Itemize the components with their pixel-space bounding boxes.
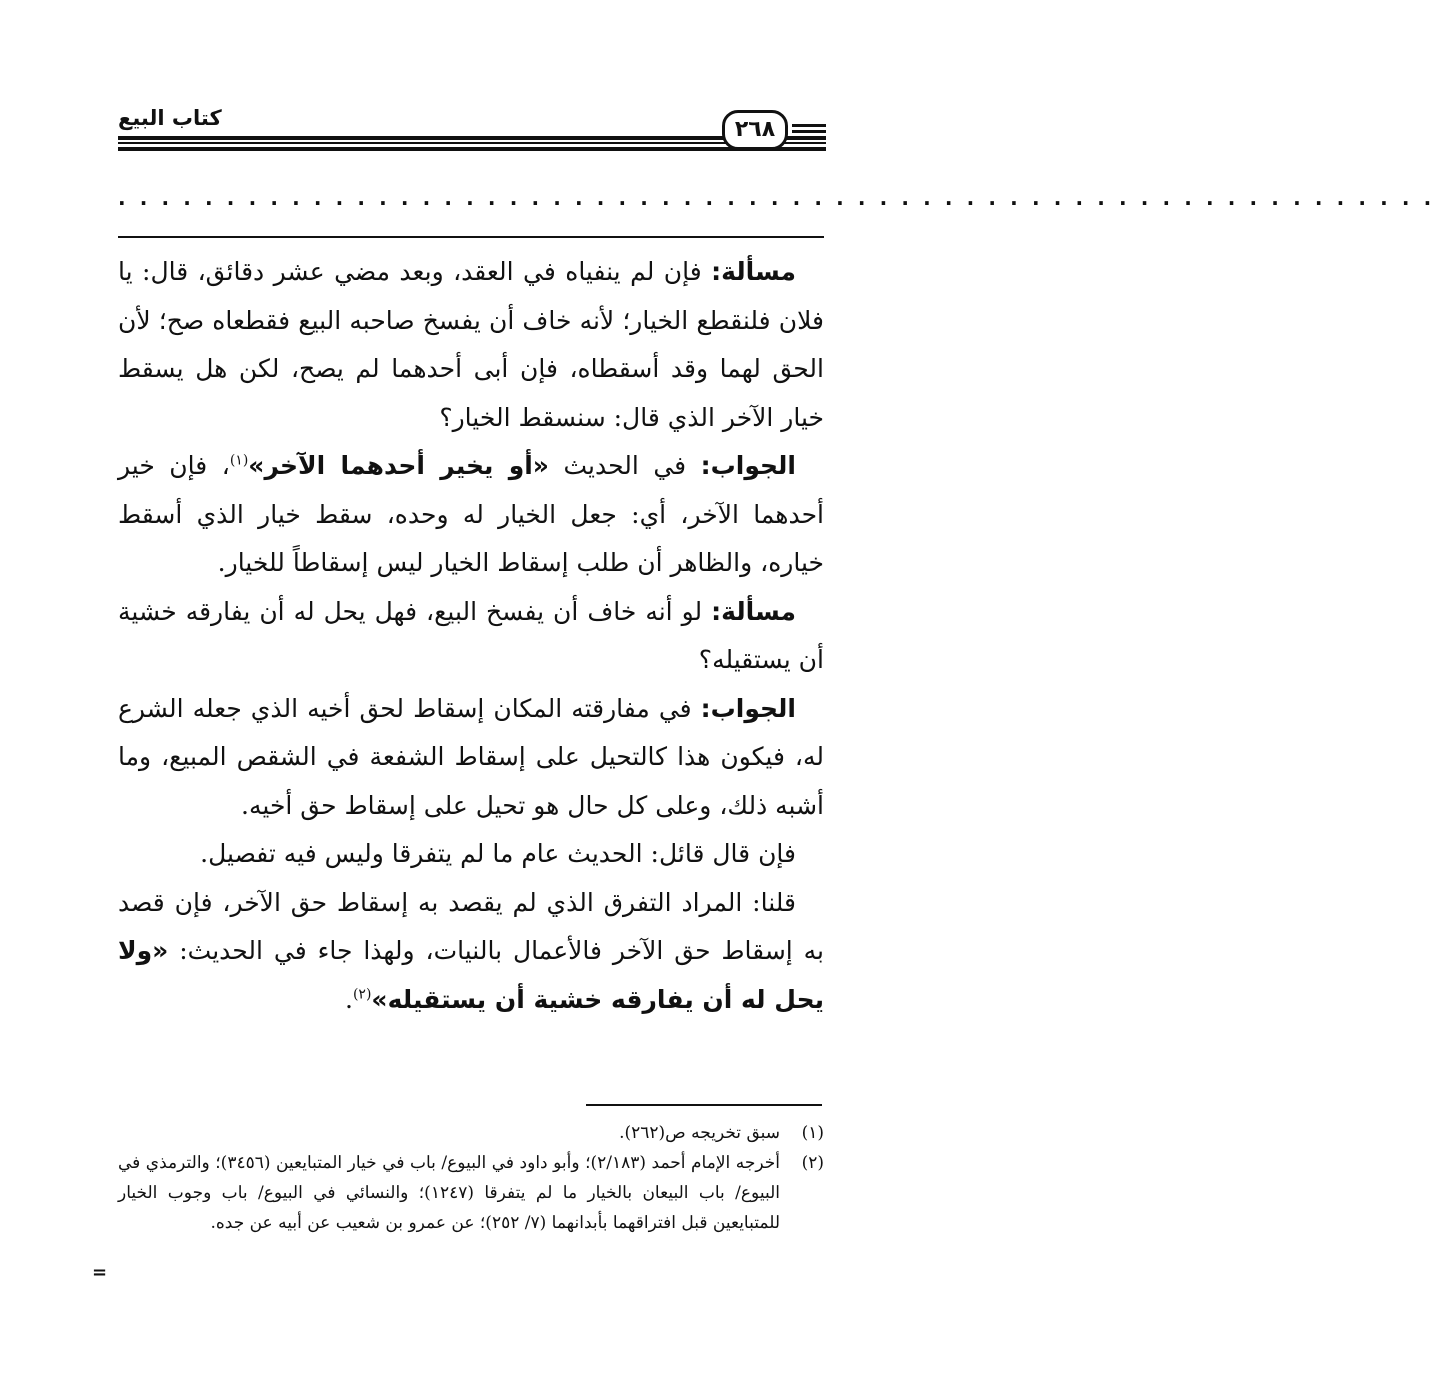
footnotes	[118, 1118, 824, 1238]
footnote-number: (١)	[801, 1123, 824, 1143]
header-rule-tail	[792, 124, 826, 127]
issue-label: مسألة:	[711, 596, 796, 626]
paragraph-text: .	[345, 984, 353, 1014]
paragraph-text: قلنا: المراد التفرق الذي لم يقصد به إسقاط حق الآخر، فإن قصد به إسقاط حق الآخر فالأعمال بالنيات، ولهذا جاء في الحديث:	[118, 887, 824, 965]
paragraph-text: في مفارقته المكان إسقاط لحق أخيه الذي جعله الشرع له، فيكون هذا كالتحيل على إسقاط الشفعة في الشقص المبيع، وما أشبه ذلك، وعلى كل حال هو تحيل على إسقاط حق أخيه.	[118, 693, 824, 820]
header-rule	[118, 147, 826, 151]
page-header	[118, 100, 826, 160]
section-divider	[118, 236, 824, 238]
footnote	[118, 1148, 824, 1238]
page-number: ٢٦٨	[722, 110, 788, 150]
paragraph	[118, 442, 824, 588]
paragraph	[118, 685, 824, 831]
paragraph-text: فإن قال قائل: الحديث عام ما لم يتفرقا وليس فيه تفصيل.	[200, 839, 796, 868]
paragraph-text: لو أنه خاف أن يفسخ البيع، فهل يحل له أن يفارقه خشية أن يستقيله؟	[118, 596, 824, 674]
footnote-ref: (٢)	[352, 986, 372, 1003]
header-rule-tail	[792, 130, 826, 133]
paragraph-text: في الحديث	[548, 451, 701, 480]
footnote-text: أخرجه الإمام أحمد (٢/١٨٣)؛ وأبو داود في البيوع/ باب في خيار المتبايعين (٣٤٥٦)؛ والترمذي في البيوع/ باب البيعان بالخيار ما لم يتفرقا (١٢٤٧)؛ والنسائي في البيوع/ باب وجوب الخيار للمتبايعين قبل افتراقهما بأبدانهما (٧/ ٢٥٢)؛ عن عمرو بن شعيب عن أبيه عن جده.	[118, 1153, 780, 1233]
issue-label: مسألة:	[711, 257, 796, 286]
dotted-separator: . . . . . . . . . . . . . . . . . . . . . . . . . . . . . . . . . . . . . . . . . . . . . . . . . . . . . . . . . . . . .	[118, 186, 1435, 210]
answer-label: الجواب:	[700, 451, 796, 480]
header-rule	[118, 142, 826, 144]
hadith-quote: «أو يخير أحدهما الآخر»	[248, 451, 549, 480]
footnote-divider	[586, 1104, 822, 1106]
paragraph	[118, 830, 824, 879]
paragraph-text: فإن لم ينفياه في العقد، وبعد مضي عشر دقائق، قال: يا فلان فلنقطع الخيار؛ لأنه خاف أن يفسخ صاحبه البيع فقطعاه صح؛ لأن الحق لهما وقد أسقطاه، فإن أبى أحدهما لم يصح، لكن هل يسقط خيار الآخر الذي قال: سنسقط الخيار؟	[118, 257, 824, 432]
main-text	[118, 248, 824, 1024]
paragraph	[118, 879, 824, 1025]
book-title: كتاب البيع	[118, 106, 222, 130]
footnote-ref: (١)	[229, 452, 249, 469]
footnote-text: سبق تخريجه ص(٢٦٢).	[619, 1123, 780, 1143]
paragraph	[118, 248, 824, 442]
header-rule	[118, 136, 826, 140]
continuation-mark: =	[92, 1262, 108, 1283]
footnote-number: (٢)	[801, 1153, 824, 1173]
hadith-quote: «ولا يحل له أن يفارقه خشية أن يستقيله»	[118, 936, 824, 1014]
footnote	[118, 1118, 824, 1148]
answer-label: الجواب:	[700, 693, 796, 723]
paragraph	[118, 588, 824, 685]
paragraph-text: ، فإن خير أحدهما الآخر، أي: جعل الخيار له وحده، سقط خيار الذي أسقط خياره، والظاهر أن طلب إسقاط الخيار ليس إسقاطاً للخيار.	[118, 451, 824, 577]
